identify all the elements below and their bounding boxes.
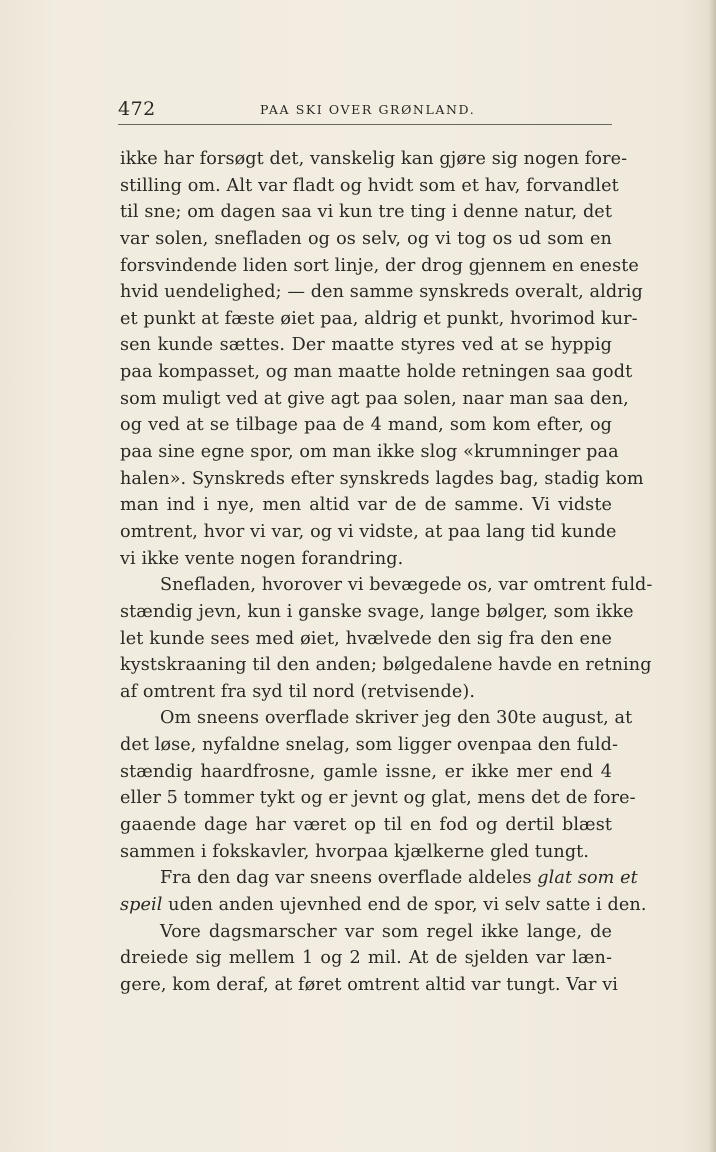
text-line: var solen, snefladen og os selv, og vi tog os ud som en [120, 228, 612, 249]
text-line: gere, kom deraf, at føret omtrent altid var tungt. Var vi [120, 974, 618, 995]
text-line: hvid uendelighed; — den samme synskreds overalt, aldrig [120, 282, 643, 303]
page-number: 472 [118, 98, 156, 120]
text-line: halen». Synskreds efter synskreds lagdes bag, stadig kom [120, 468, 644, 489]
text-line: stændig haardfrosne, gamle issne, er ikke mer end 4 [120, 761, 612, 782]
text-line: eller 5 tommer tykt og er jevnt og glat, mens det de fore- [120, 788, 636, 809]
text-line: og ved at se tilbage paa de 4 mand, som kom efter, og [120, 415, 612, 436]
text-line: omtrent, hvor vi var, og vi vidste, at paa lang tid kunde [120, 521, 617, 542]
text-line: Snefladen, hvorover vi bevægede os, var omtrent fuld- [160, 575, 653, 596]
text-line: Fra den dag var sneens overflade aldeles glat som et [160, 868, 638, 889]
text-line: vi ikke vente nogen forandring. [120, 548, 404, 569]
page-edge-shadow [708, 0, 716, 1152]
text-line: stændig jevn, kun i ganske svage, lange bølger, som ikke [120, 601, 634, 622]
text-line: af omtrent fra syd til nord (retvisende). [120, 681, 476, 702]
text-line: paa sine egne spor, om man ikke slog «krumninger paa [120, 442, 619, 463]
text-line: til sne; om dagen saa vi kun tre ting i denne natur, det [120, 202, 612, 223]
italic-phrase: glat som et [537, 868, 638, 889]
text-line: det løse, nyfaldne snelag, som ligger ovenpaa den fuld- [120, 735, 618, 756]
text-line: man ind i nye, men altid var de de samme. Vi vidste [120, 495, 612, 516]
text-line: gaaende dage har været op til en fod og dertil blæst [120, 815, 612, 836]
text-line: paa kompasset, og man maatte holde retningen saa godt [120, 362, 633, 383]
text-line: speil uden anden ujevnhed end de spor, vi selv satte i den. [120, 894, 647, 915]
text-line: Om sneens overflade skriver jeg den 30te august, at [160, 708, 633, 729]
italic-phrase: speil [120, 894, 163, 915]
text-line: stilling om. Alt var fladt og hvidt som et hav, forvandlet [120, 175, 619, 196]
text-line: Vore dagsmarscher var som regel ikke lange, de [160, 921, 612, 942]
text-line: ikke har forsøgt det, vanskelig kan gjøre sig nogen fore- [120, 149, 628, 169]
body-text [120, 146, 653, 999]
running-head: PAA SKI OVER GRØNLAND. [260, 102, 476, 117]
text-line: sen kunde sættes. Der maatte styres ved at se hyppig [120, 335, 612, 356]
text-line: et punkt at fæste øiet paa, aldrig et punkt, hvorimod kur- [120, 308, 638, 329]
text-line: kystskraaning til den anden; bølgedalene havde en retning [120, 655, 652, 676]
text-line: dreiede sig mellem 1 og 2 mil. At de sjelden var læn- [120, 948, 612, 969]
text-line: som muligt ved at give agt paa solen, naar man saa den, [120, 388, 629, 409]
text-line: forsvindende liden sort linje, der drog gjennem en eneste [120, 255, 639, 276]
text-line: let kunde sees med øiet, hvælvede den sig fra den ene [120, 628, 612, 649]
page-header [118, 98, 612, 125]
text-line: sammen i fokskavler, hvorpaa kjælkerne gled tungt. [120, 841, 590, 862]
